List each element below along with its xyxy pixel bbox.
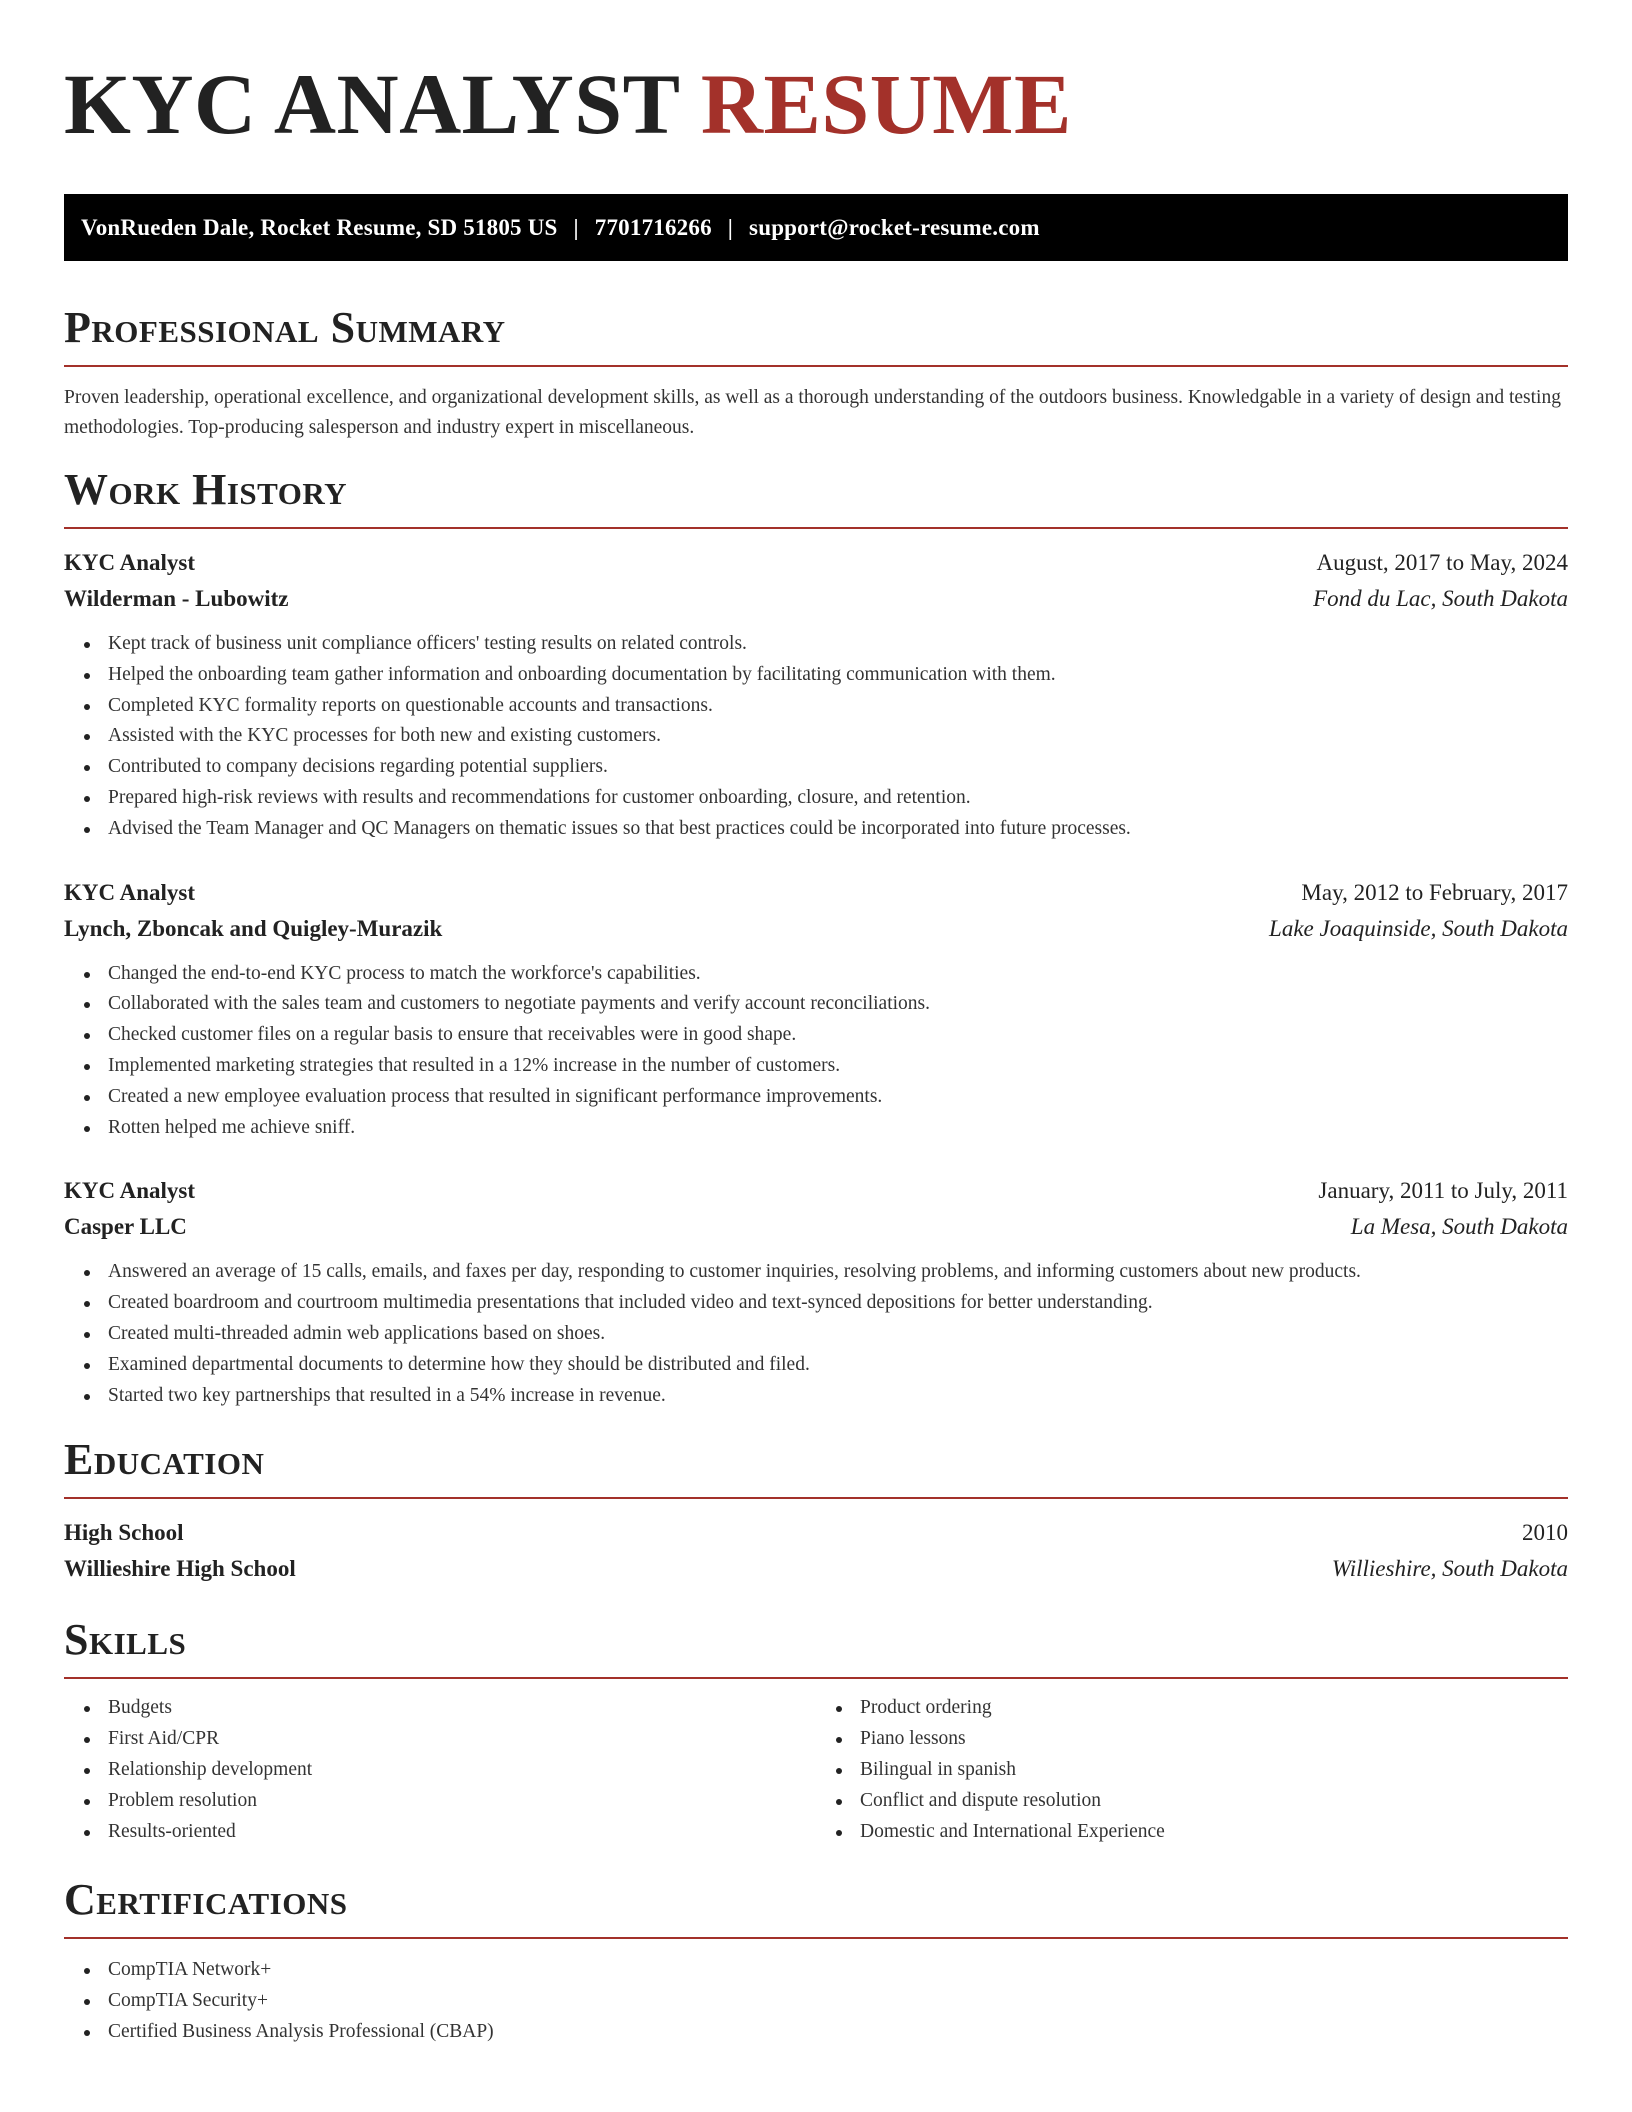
contact-bar (64, 194, 1568, 261)
job-entry (64, 545, 1568, 845)
education-section (64, 1433, 1568, 1587)
section-heading: Skills (64, 1615, 187, 1665)
skill-item: Conflict and dispute resolution (860, 1786, 1568, 1817)
skill-item: Bilingual in spanish (860, 1755, 1568, 1786)
job-bullet: Created a new employee evaluation process that resulted in significant performance improvements. (108, 1082, 1568, 1113)
job-bullet: Created multi-threaded admin web applications based on shoes. (108, 1319, 1568, 1350)
resume-title (64, 0, 1568, 150)
job-title-row (64, 545, 1568, 581)
job-dates: January, 2011 to July, 2011 (1318, 1178, 1568, 1204)
title-main: KYC ANALYST (64, 56, 679, 152)
job-company: Lynch, Zboncak and Quigley-Murazik (64, 915, 443, 941)
job-company-row (64, 911, 1568, 947)
certification-item: Certified Business Analysis Professional (CBAP) (108, 2017, 1568, 2048)
job-title: KYC Analyst (64, 1178, 195, 1204)
section-divider (64, 527, 1568, 529)
skill-item: Problem resolution (108, 1786, 816, 1817)
job-bullet: Completed KYC formality reports on questionable accounts and transactions. (108, 691, 1568, 722)
skill-item: Results-oriented (108, 1817, 816, 1848)
job-bullet: Assisted with the KYC processes for both new and existing customers. (108, 721, 1568, 752)
skills-grid (64, 1693, 1568, 1847)
job-bullets (64, 1257, 1568, 1411)
job-dates: August, 2017 to May, 2024 (1316, 550, 1568, 575)
skill-item: Piano lessons (860, 1724, 1568, 1755)
job-title: KYC Analyst (64, 879, 195, 905)
section-heading: Professional Summary (64, 303, 506, 352)
certification-item: CompTIA Security+ (108, 1986, 1568, 2017)
job-entry (64, 1173, 1568, 1411)
job-company: Casper LLC (64, 1214, 187, 1240)
education-school-row (64, 1551, 1568, 1587)
certification-item: CompTIA Network+ (108, 1955, 1568, 1986)
education-year: 2010 (1522, 1520, 1568, 1546)
education-location: Willieshire, South Dakota (1331, 1556, 1568, 1582)
job-title: KYC Analyst (64, 550, 195, 575)
job-bullet: Collaborated with the sales team and customers to negotiate payments and verify account reconciliations. (108, 989, 1568, 1020)
job-entry (64, 875, 1568, 1144)
job-bullet: Helped the onboarding team gather information and onboarding documentation by facilitating communication with them. (108, 660, 1568, 691)
job-bullet: Rotten helped me achieve sniff. (108, 1113, 1568, 1144)
skill-item: Budgets (108, 1693, 816, 1724)
job-bullet: Kept track of business unit compliance officers' testing results on related controls. (108, 629, 1568, 660)
job-bullet: Examined departmental documents to determine how they should be distributed and filed. (108, 1350, 1568, 1381)
job-location: Fond du Lac, South Dakota (1313, 586, 1568, 611)
skill-item: Relationship development (108, 1755, 816, 1786)
job-title-row (64, 1173, 1568, 1209)
job-title-row (64, 875, 1568, 911)
skill-item: Product ordering (860, 1693, 1568, 1724)
work-history-section (64, 463, 1568, 1411)
certifications-section (64, 1873, 1568, 2047)
job-bullet: Prepared high-risk reviews with results and recommendations for customer onboarding, closure, and retention. (108, 783, 1568, 814)
job-location: Lake Joaquinside, South Dakota (1269, 915, 1568, 941)
skill-item: First Aid/CPR (108, 1724, 816, 1755)
job-bullets (64, 629, 1568, 845)
certifications-list (64, 1955, 1568, 2047)
contact-separator: | (727, 214, 734, 240)
contact-address: VonRueden Dale, Rocket Resume, SD 51805 US (81, 214, 558, 240)
skills-list-right (816, 1693, 1568, 1847)
job-bullet: Contributed to company decisions regarding potential suppliers. (108, 752, 1568, 783)
job-bullet: Changed the end-to-end KYC process to match the workforce's capabilities. (108, 959, 1568, 990)
job-company-row (64, 1209, 1568, 1245)
job-bullet: Started two key partnerships that resulted in a 54% increase in revenue. (108, 1381, 1568, 1412)
title-accent: RESUME (700, 56, 1072, 152)
skill-item: Domestic and International Experience (860, 1817, 1568, 1848)
education-degree-row (64, 1515, 1568, 1551)
summary-section (64, 301, 1568, 443)
job-company: Wilderman - Lubowitz (64, 586, 289, 611)
skills-section (64, 1613, 1568, 1847)
section-divider (64, 1677, 1568, 1679)
section-divider (64, 1937, 1568, 1939)
education-school: Willieshire High School (64, 1556, 296, 1582)
section-divider (64, 365, 1568, 367)
contact-separator: | (573, 214, 579, 240)
section-heading: Certifications (64, 1875, 348, 1925)
contact-phone: 7701716266 (594, 214, 712, 240)
skills-list-left (64, 1693, 816, 1847)
summary-text: Proven leadership, operational excellence, and organizational development skills, as well as a thorough understanding of the outdoors business. Knowledgable in a variety of design and testing methodologies. Top-producing salesperson and industry expert in miscellaneous. (64, 387, 1561, 438)
job-bullet: Implemented marketing strategies that resulted in a 12% increase in the number of customers. (108, 1051, 1568, 1082)
job-company-row (64, 581, 1568, 617)
job-bullets (64, 959, 1568, 1144)
section-heading: Work History (64, 465, 348, 514)
job-bullet: Created boardroom and courtroom multimedia presentations that included video and text-synced depositions for better understanding. (108, 1288, 1568, 1319)
job-location: La Mesa, South Dakota (1350, 1214, 1568, 1240)
job-bullet: Answered an average of 15 calls, emails, and faxes per day, responding to customer inquiries, resolving problems, and informing customers about new products. (108, 1257, 1568, 1288)
contact-email: support@rocket-resume.com (749, 214, 1040, 240)
job-dates: May, 2012 to February, 2017 (1301, 879, 1568, 905)
section-heading: Education (64, 1435, 265, 1485)
job-bullet: Advised the Team Manager and QC Managers on thematic issues so that best practices could be incorporated into future processes. (108, 814, 1568, 845)
job-bullet: Checked customer files on a regular basis to ensure that receivables were in good shape. (108, 1020, 1568, 1051)
section-divider (64, 1497, 1568, 1499)
education-entry (64, 1515, 1568, 1587)
education-degree: High School (64, 1520, 184, 1546)
